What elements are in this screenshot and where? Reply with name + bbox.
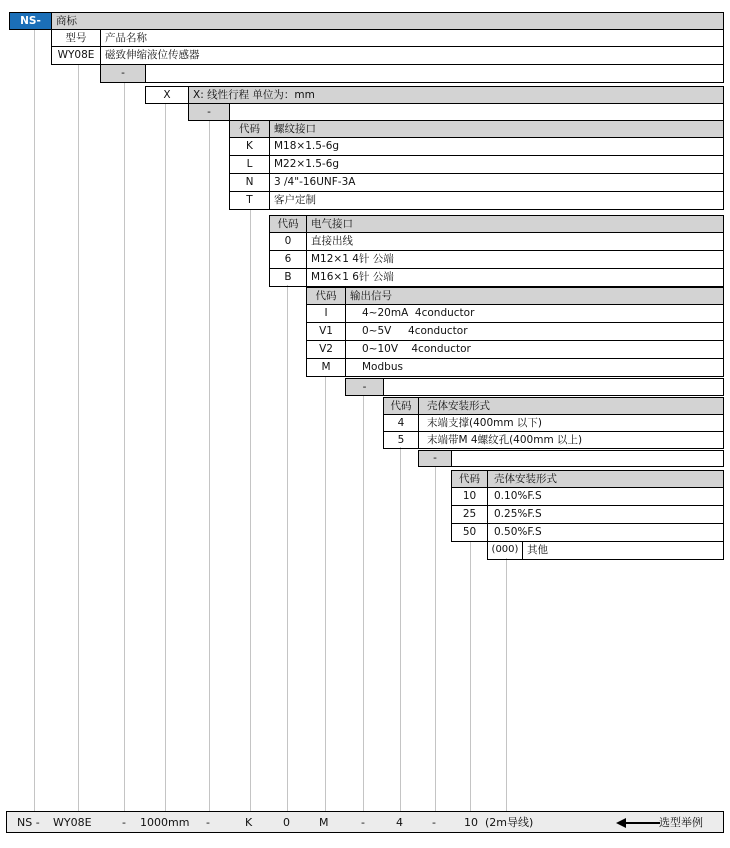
- accuracy-other-desc: 其他: [522, 541, 724, 560]
- thread-header-code: 代码: [229, 120, 270, 138]
- accuracy-desc: 0.10%F.S: [487, 487, 724, 506]
- example-label: 选型举例: [659, 816, 703, 829]
- model-label: 型号: [51, 29, 101, 47]
- example-stroke: 1000mm: [140, 816, 190, 829]
- series-prefix: NS-: [9, 12, 52, 30]
- accuracy-code: 10: [451, 487, 488, 506]
- thread-code: K: [229, 137, 270, 156]
- product-name-value: 磁致伸缩液位传感器: [100, 46, 724, 65]
- electrical-code: 0: [269, 232, 307, 251]
- mount-header-code: 代码: [383, 397, 419, 415]
- thread-desc: M18×1.5-6g: [269, 137, 724, 156]
- guide-line: [400, 447, 401, 811]
- example-model: WY08E: [53, 816, 92, 829]
- separator-dash: -: [418, 450, 452, 467]
- thread-code: N: [229, 173, 270, 192]
- output-code: M: [306, 358, 346, 377]
- example-dash: -: [122, 816, 126, 829]
- accuracy-code: 25: [451, 505, 488, 524]
- separator-dash: -: [188, 103, 230, 121]
- guide-line: [287, 285, 288, 811]
- output-desc: 0~5V 4conductor: [345, 322, 724, 341]
- mount-code: 4: [383, 414, 419, 432]
- accuracy-header-code: 代码: [451, 470, 488, 488]
- output-desc: 0~10V 4conductor: [345, 340, 724, 359]
- example-prefix: NS -: [17, 816, 40, 829]
- example-mount: 4: [396, 816, 403, 829]
- example-accuracy: 10: [464, 816, 478, 829]
- mount-code: 5: [383, 431, 419, 449]
- stroke-description: X: 线性行程 单位为：mm: [188, 86, 724, 104]
- guide-line: [363, 393, 364, 811]
- empty-cell: [229, 103, 724, 121]
- model-value: WY08E: [51, 46, 101, 65]
- accuracy-desc: 0.25%F.S: [487, 505, 724, 524]
- accuracy-code: 50: [451, 523, 488, 542]
- electrical-code: 6: [269, 250, 307, 269]
- separator-dash: -: [100, 64, 146, 83]
- electrical-header-desc: 电气接口: [306, 215, 724, 233]
- stroke-code: X: [145, 86, 189, 104]
- guide-line: [78, 65, 79, 811]
- example-dash: -: [432, 816, 436, 829]
- trademark-label: 商标: [51, 12, 724, 30]
- example-dash: -: [361, 816, 365, 829]
- output-code: V1: [306, 322, 346, 341]
- output-header-desc: 输出信号: [345, 287, 724, 305]
- empty-cell: [383, 378, 724, 396]
- guide-line: [34, 29, 35, 811]
- example-electrical: 0: [283, 816, 290, 829]
- thread-desc: 客户定制: [269, 191, 724, 210]
- output-code: I: [306, 304, 346, 323]
- thread-desc: 3 /4"-16UNF-3A: [269, 173, 724, 192]
- electrical-desc: 直接出线: [306, 232, 724, 251]
- guide-line: [470, 541, 471, 811]
- guide-line: [165, 103, 166, 811]
- guide-line: [250, 210, 251, 811]
- accuracy-header-desc: 壳体安装形式: [487, 470, 724, 488]
- product-name-label: 产品名称: [100, 29, 724, 47]
- selection-example-bar: [6, 811, 724, 833]
- output-code: V2: [306, 340, 346, 359]
- output-desc: 4~20mA 4conductor: [345, 304, 724, 323]
- thread-code: T: [229, 191, 270, 210]
- example-dash: -: [206, 816, 210, 829]
- accuracy-desc: 0.50%F.S: [487, 523, 724, 542]
- electrical-header-code: 代码: [269, 215, 307, 233]
- guide-line: [124, 82, 125, 811]
- guide-line: [325, 376, 326, 811]
- thread-code: L: [229, 155, 270, 174]
- accuracy-other-code: (000): [487, 541, 523, 560]
- example-thread: K: [245, 816, 253, 829]
- electrical-desc: M12×1 4针 公端: [306, 250, 724, 269]
- output-header-code: 代码: [306, 287, 346, 305]
- guide-line: [209, 120, 210, 811]
- guide-line: [506, 558, 507, 811]
- thread-desc: M22×1.5-6g: [269, 155, 724, 174]
- empty-cell: [451, 450, 724, 467]
- mount-desc: 末端支撑(400mm 以下): [418, 414, 724, 432]
- mount-header-desc: 壳体安装形式: [418, 397, 724, 415]
- guide-line: [435, 465, 436, 811]
- output-desc: Modbus: [345, 358, 724, 377]
- example-cable: (2m导线): [485, 816, 534, 829]
- electrical-code: B: [269, 268, 307, 287]
- mount-desc: 末端带M 4螺纹孔(400mm 以上): [418, 431, 724, 449]
- separator-dash: -: [345, 378, 384, 396]
- thread-header-desc: 螺纹接口: [269, 120, 724, 138]
- empty-cell: [145, 64, 724, 83]
- arrow-left-icon: [616, 818, 660, 828]
- example-output: M: [319, 816, 329, 829]
- electrical-desc: M16×1 6针 公端: [306, 268, 724, 287]
